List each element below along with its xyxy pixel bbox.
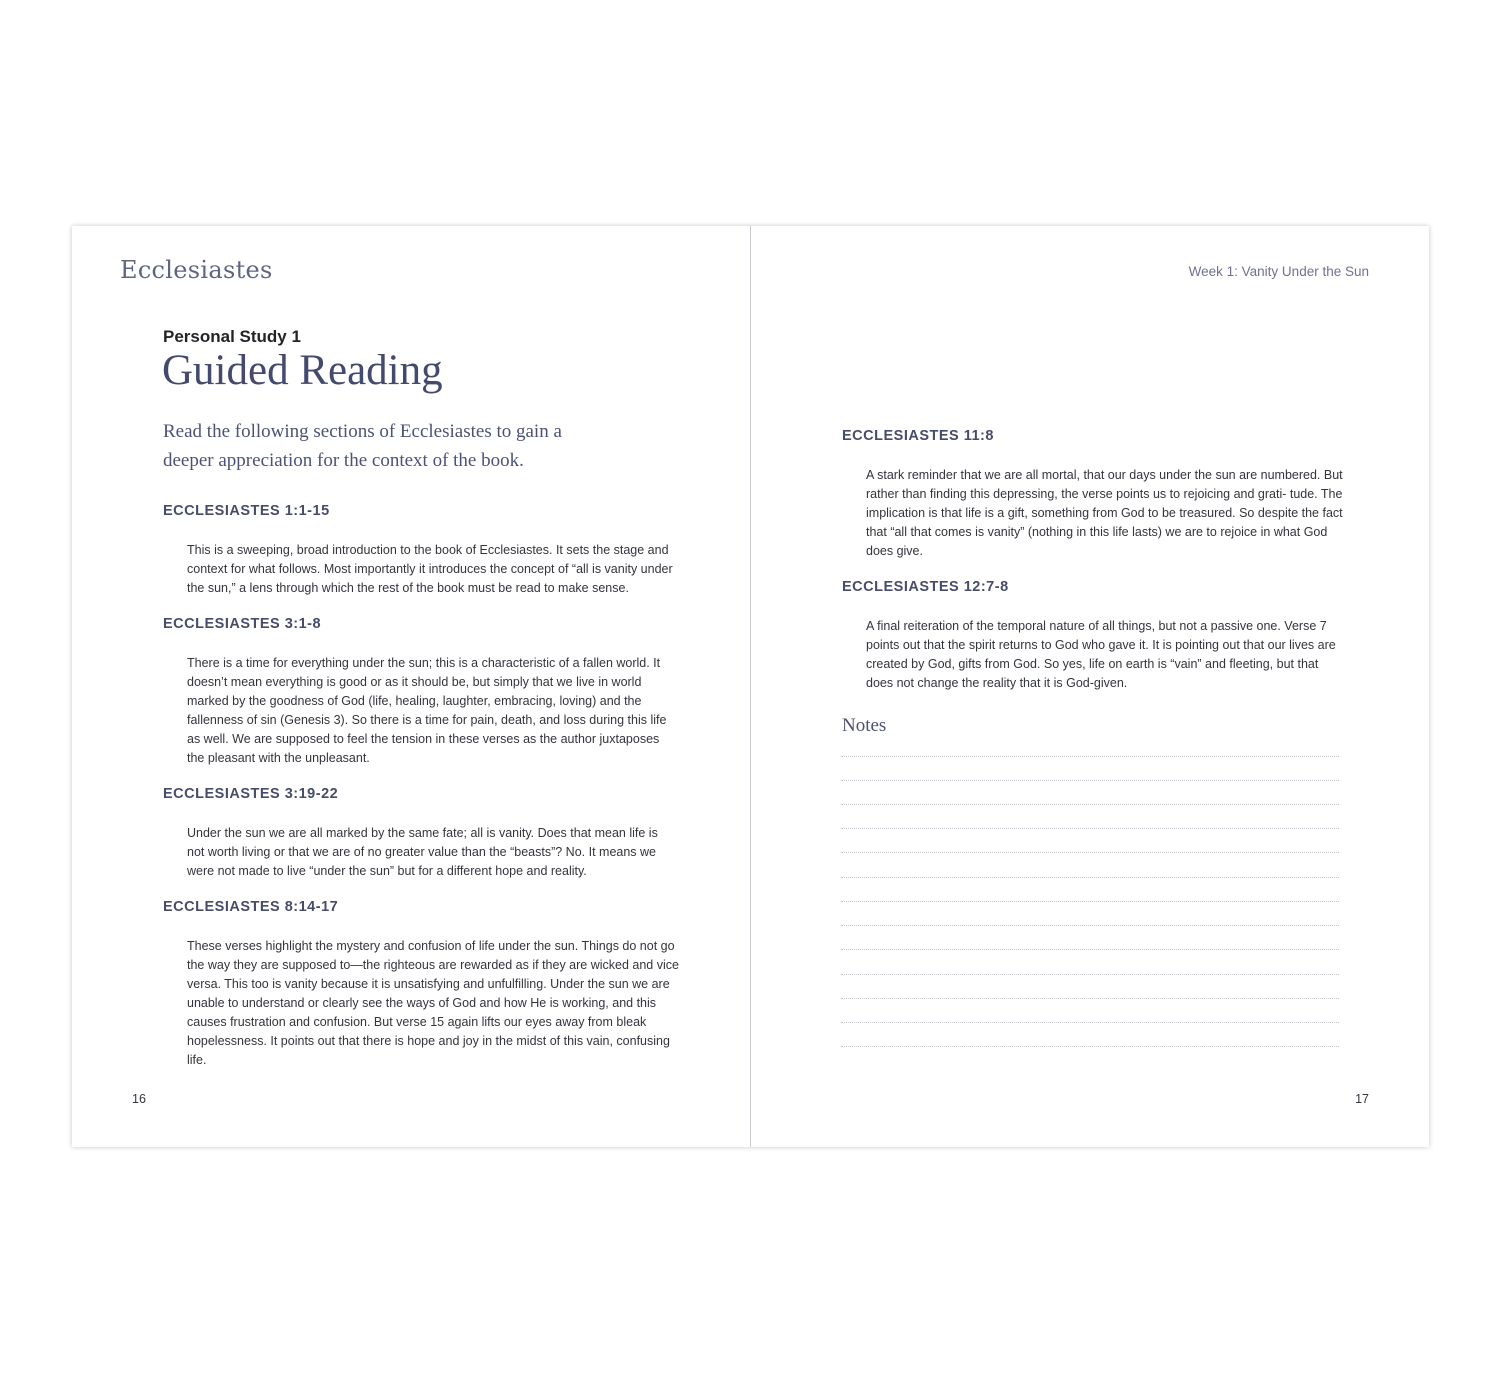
book-spread (72, 226, 1429, 1147)
note-line[interactable] (841, 852, 1339, 853)
page-number-right: 17 (1355, 1092, 1369, 1106)
section-heading-ecc-3-19-22: ECCLESIASTES 3:19-22 (163, 786, 339, 802)
right-page (751, 226, 1429, 1147)
note-line[interactable] (841, 901, 1339, 902)
section-heading-ecc-11-8: ECCLESIASTES 11:8 (842, 428, 994, 444)
section-body-ecc-11-8: A stark reminder that we are all mortal, that our days under the sun are numbered. But rather than finding this depressing, the verse points us to rejoicing and grati- tude. The implication is that life is a gift, something from God to be treasured. So despite the fact that “all that comes is vanity” (nothing in this life lasts) we are to rejoice in what God does give. (866, 468, 1343, 558)
note-line[interactable] (841, 998, 1339, 999)
page-number-left: 16 (132, 1092, 146, 1106)
note-line[interactable] (841, 828, 1339, 829)
running-title-right: Week 1: Vanity Under the Sun (1188, 264, 1369, 279)
note-line[interactable] (841, 925, 1339, 926)
section-heading-ecc-3-1-8: ECCLESIASTES 3:1-8 (163, 616, 322, 632)
note-line[interactable] (841, 756, 1339, 757)
section-body-ecc-12-7-8: A final reiteration of the temporal nature of all things, but not a passive one. Verse 7 points out that the spirit returns to God who gave it. It is pointing out that our lives are created by God, gifts from God. So yes, life on earth is “vain” and fleeting, but that does not change the reality that it is God-given. (866, 619, 1336, 690)
section-heading-ecc-8-14-17: ECCLESIASTES 8:14-17 (163, 899, 339, 915)
note-line[interactable] (841, 1022, 1339, 1023)
section-body-ecc-3-1-8: There is a time for everything under the sun; this is a characteristic of a fallen world. It doesn’t mean everything is good or as it should be, but simply that we live in world marked by the goodness of God (life, healing, laughter, embracing, loving) and the fallenness of sin (Genesis 3). So there is a time for pain, death, and loss during this life as well. We are supposed to feel the tension in these verses as the author juxtaposes the pleasant with the unpleasant. (187, 656, 667, 765)
section-body-ecc-8-14-17: These verses highlight the mystery and confusion of life under the sun. Things do not go the way they are supposed to—the righteous are rewarded as if they are wicked and vice versa. This too is vanity because it is unsatisfying and unfulfilling. Under the sun we are unable to understand or clearly see the ways of God and how He is working, and this causes frustration and confusion. But verse 15 again lifts our eyes away from bleak hopelessness. It points out that there is hope and joy in the midst of this vain, confusing life. (187, 939, 679, 1067)
note-line[interactable] (841, 877, 1339, 878)
running-title-left: Ecclesiastes (120, 256, 273, 284)
notes-lines[interactable] (841, 756, 1339, 1052)
note-line[interactable] (841, 1046, 1339, 1047)
section-heading-ecc-1-1-15: ECCLESIASTES 1:1-15 (163, 503, 330, 519)
study-label: Personal Study 1 (163, 327, 301, 346)
section-body-ecc-1-1-15: This is a sweeping, broad introduction to the book of Ecclesiastes. It sets the stage and context for what follows. Most importantly it introduces the concept of “all is vanity under the sun,” a lens through which the rest of the book must be read to make sense. (187, 543, 673, 595)
page-title: Guided Reading (162, 347, 443, 394)
note-line[interactable] (841, 804, 1339, 805)
section-heading-ecc-12-7-8: ECCLESIASTES 12:7-8 (842, 579, 1009, 595)
note-line[interactable] (841, 780, 1339, 781)
note-line[interactable] (841, 974, 1339, 975)
notes-title: Notes (842, 715, 887, 736)
note-line[interactable] (841, 949, 1339, 950)
section-body-ecc-3-19-22: Under the sun we are all marked by the same fate; all is vanity. Does that mean life is not worth living or that we are of no greater value than the “beasts”? No. It means we were not made to live “under the sun” but for a different hope and reality. (187, 826, 658, 878)
intro-text: Read the following sections of Ecclesiastes to gain a deeper appreciation for the context of the book. (163, 421, 562, 471)
left-page (72, 226, 750, 1147)
